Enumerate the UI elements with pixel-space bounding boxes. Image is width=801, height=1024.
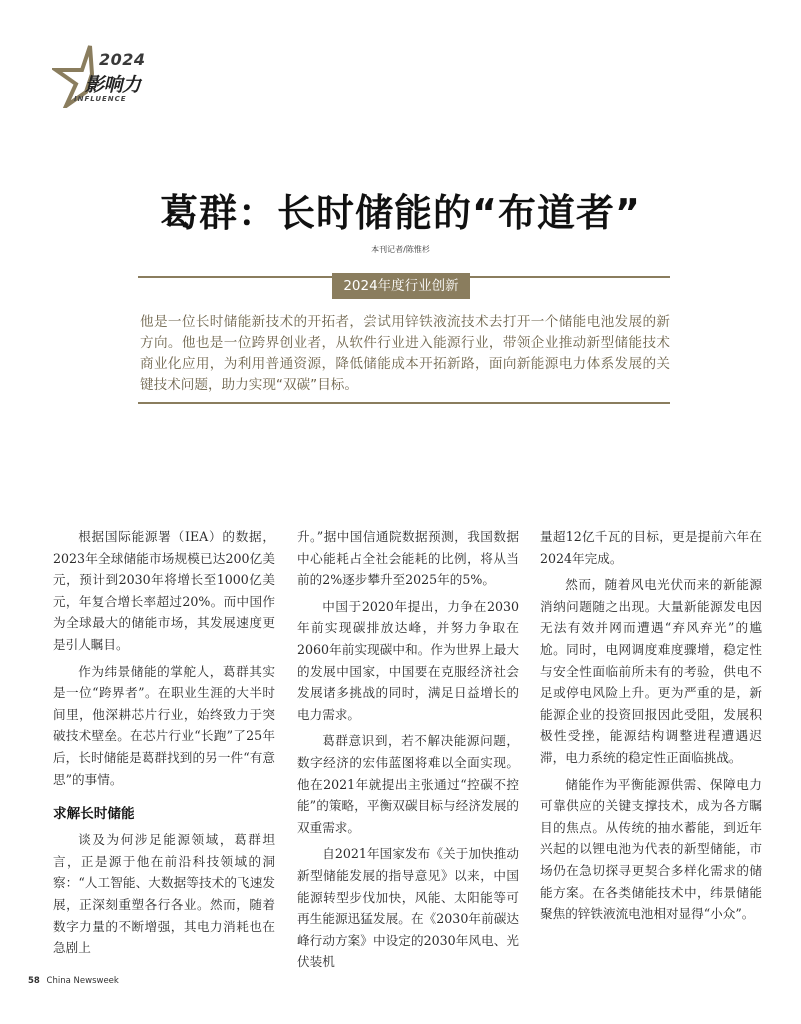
section-heading: 求解长时储能 <box>53 806 135 823</box>
divider-bottom <box>138 402 670 404</box>
paragraph: 葛群意识到，若不解决能源问题，数字经济的宏伟蓝图将难以全面实现。他在2021年就提出主张通过“控碳不控能”的策略，平衡双碳目标与经济发展的双重需求。 <box>297 733 519 835</box>
paragraph: 然而，随着风电光伏而来的新能源消纳问题随之出现。大量新能源发电因无法有效并网而遭遇“弃风弃光”的尴尬。同时，电网调度难度骤增，稳定性与安全性面临前所未有的考验，供电不足或停电风险上升。更为严重的是，新能源企业的投资回报因此受阻，发展积极性受挫，能源结构调整进程遭遇迟滞，电力系统的稳定性正面临挑战。 <box>540 577 762 765</box>
logo-year: 2024 <box>99 50 146 69</box>
page-footer <box>28 976 119 986</box>
page-number: 58 <box>28 976 40 986</box>
category-badge: 2024年度行业创新 <box>332 273 470 299</box>
column-2 <box>297 526 519 978</box>
byline: 本刊记者/陈惟杉 <box>371 245 430 254</box>
column-1 <box>53 526 275 964</box>
article-title: 葛群：长时储能的“布道者” <box>160 191 641 235</box>
paragraph: 储能作为平衡能源供需、保障电力可靠供应的关键支撑技术，成为各方瞩目的焦点。从传统的抽水蓄能，到近年兴起的以锂电池为代表的新型储能，市场仍在急切探寻更契合多样化需求的储能方案。在各类储能技术中，纬景储能聚焦的锌铁液流电池相对显得“小众”。 <box>540 776 762 922</box>
paragraph: 量超12亿千瓦的目标，更是提前六年在2024年完成。 <box>540 529 762 566</box>
paragraph: 自2021年国家发布《关于加快推动新型储能发展的指导意见》以来，中国能源转型步伐加快，风能、太阳能等可再生能源迅猛发展。在《2030年前碳达峰行动方案》中设定的2030年风电、光伏装机 <box>297 846 519 970</box>
magazine-name: China Newsweek <box>46 976 119 986</box>
logo-subtitle: INFLUENCE <box>74 95 127 103</box>
column-3 <box>540 526 762 930</box>
influence-logo <box>52 44 164 112</box>
logo-word: 影响力 <box>85 74 141 96</box>
paragraph: 中国于2020年提出，力争在2030年前实现碳排放达峰，并努力争取在2060年前实现碳中和。作为世界上最大的发展中国家，中国要在克服经济社会发展诸多挑战的同时，满足日益增长的电力需求。 <box>297 598 519 722</box>
paragraph: 升。”据中国信通院数据预测，我国数据中心能耗占全社会能耗的比例，将从当前的2%逐步攀升至2025年的5%。 <box>297 529 519 588</box>
intro-summary: 他是一位长时储能新技术的开拓者，尝试用锌铁液流技术去打开一个储能电池发展的新方向。他也是一位跨界创业者，从软件行业进入能源行业，带领企业推动新型储能技术商业化应用，为利用普通资源，降低储能成本开拓新路，面向新能源电力体系发展的关键技术问题，助力实现“双碳”目标。 <box>140 314 670 393</box>
paragraph: 作为纬景储能的掌舵人，葛群其实是一位“跨界者”。在职业生涯的大半时间里，他深耕芯片行业，始终致力于突破技术壁垒。在芯片行业“长跑”了25年后，长时储能是葛群找到的另一件“有意思”的事情。 <box>53 663 275 787</box>
paragraph: 谈及为何涉足能源领域，葛群坦言，正是源于他在前沿科技领域的洞察：“人工智能、大数据等技术的飞速发展，正深刻重塑各行各业。然而，随着数字力量的不断增强，其电力消耗也在急剧上 <box>53 832 275 956</box>
paragraph: 根据国际能源署（IEA）的数据，2023年全球储能市场规模已达200亿美元，预计到2030年将增长至1000亿美元，年复合增长率超过20%。而中国作为全球最大的储能市场，其发展速度更是引人瞩目。 <box>53 529 275 652</box>
